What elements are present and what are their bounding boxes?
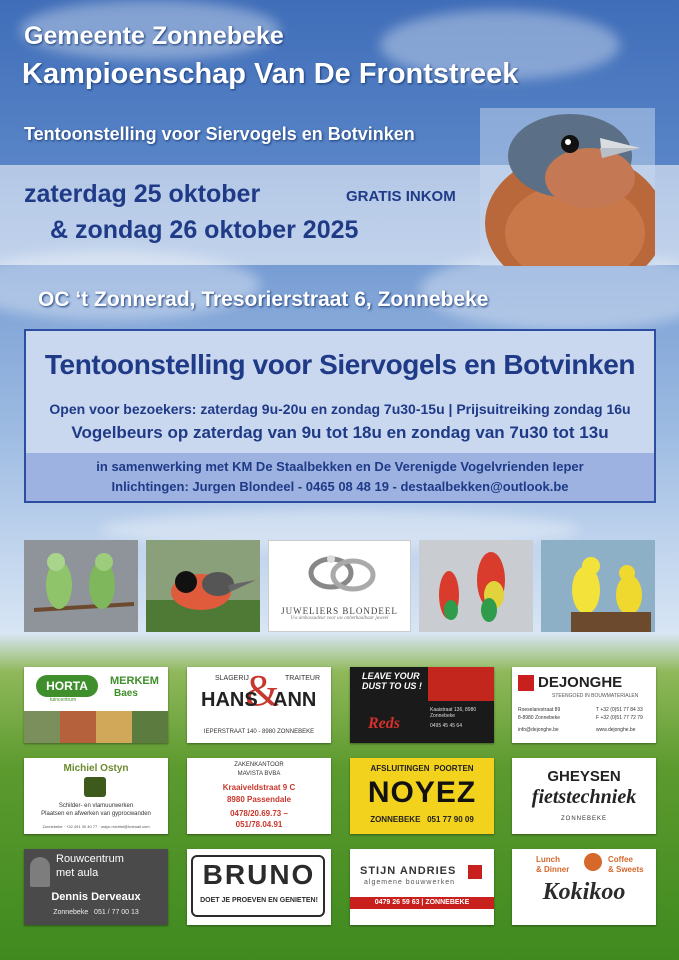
- ostyn-line1: Schilder- en vlamuurwerken: [58, 803, 134, 809]
- reds-slogan: LEAVE YOUR DUST TO US !: [362, 671, 422, 691]
- dejonghe-address2: 8-8980 Zonnebeke: [518, 715, 560, 721]
- paint-roller-icon: [84, 777, 106, 797]
- noyez-top: AFSLUITINGEN POORTEN: [370, 764, 474, 773]
- mavista-l6: 051/78.04.91: [235, 820, 283, 829]
- canary-icon: [541, 540, 655, 632]
- bullfinch-icon: [146, 540, 260, 632]
- kokikoo-l3: Coffee: [608, 855, 633, 864]
- photo-bullfinch: [146, 540, 260, 632]
- dejonghe-name: DEJONGHE: [538, 674, 623, 691]
- dejonghe-sub: STEENGOED IN BOUWMATERIALEN: [552, 693, 639, 699]
- opening-hours: Open voor bezoekers: zaterdag 9u-20u en zondag 7u30-15u | Prijsuitreiking zondag 16u: [49, 401, 631, 417]
- horta-photos: [24, 711, 168, 743]
- hansann-right: TRAITEUR: [285, 675, 320, 682]
- sponsor-hans-ann: [187, 667, 331, 743]
- mavista-l1: ZAKENKANTOOR: [234, 762, 284, 768]
- ostyn-name: Michiel Ostyn: [63, 763, 129, 774]
- sponsor-ostyn: [24, 758, 168, 834]
- photo-rosellas: [419, 540, 533, 632]
- bruno-name: BRUNO: [202, 859, 316, 890]
- andries-footer: 0479 26 59 63 | ZONNEBEKE: [350, 897, 494, 909]
- jeweler-ad: [268, 540, 411, 632]
- sponsor-horta: [24, 667, 168, 743]
- mavista-l4: 8980 Passendale: [226, 795, 292, 804]
- gheysen-place: ZONNEBEKE: [560, 816, 607, 822]
- mavista-l2: MAVISTA BVBA: [237, 771, 281, 777]
- sponsor-andries: [350, 849, 494, 925]
- dejonghe-address1: Roeselarestraat 89: [518, 707, 561, 713]
- tree-icon: [30, 857, 50, 887]
- kokikoo-l4: & Sweets: [608, 865, 644, 874]
- municipality-title: Gemeente Zonnebeke: [24, 22, 284, 50]
- derveaux-l1: Rouwcentrum: [56, 853, 124, 865]
- horta-name1: MERKEM: [110, 675, 159, 687]
- location-line: OC ‘t Zonnerad, Tresorierstraat 6, Zonnebeke: [38, 288, 489, 311]
- reds-address: Kaaistraat 136, 8980 Zonnebeke: [430, 707, 477, 719]
- bruno-slogan: DOET JE PROEVEN EN GENIETEN!: [200, 897, 318, 904]
- photo-canaries: [541, 540, 655, 632]
- chaffinch-illustration: [480, 108, 655, 266]
- kokikoo-flower-icon: [584, 853, 602, 871]
- dejonghe-fax: F +32 (0)51 77 72 79: [596, 715, 643, 721]
- sponsor-kokikoo: [512, 849, 656, 925]
- noyez-name: NOYEZ: [367, 776, 477, 809]
- date-sunday: & zondag 26 oktober 2025: [50, 216, 359, 244]
- jeweler-tagline: Uw ambassadeur voor uw onherhaalbaar juweel: [290, 616, 389, 621]
- info-title: Tentoonstelling voor Siervogels en Botvinken: [44, 349, 636, 380]
- hansann-name-b: ANN: [273, 689, 317, 711]
- cooperation-line: in samenwerking met KM De Staalbekken en De Verenigde Vogelvrienden Ieper: [96, 459, 584, 474]
- horta-name2: Baes: [114, 688, 138, 699]
- kokikoo-l1: Lunch: [536, 855, 560, 864]
- rosella-icon: [419, 540, 533, 632]
- reds-phone: 0495 45 45 64: [430, 723, 462, 729]
- photo-parakeets: [24, 540, 138, 632]
- sponsor-dejonghe: [512, 667, 656, 743]
- championship-title: Kampioenschap Van De Frontstreek: [22, 58, 519, 90]
- gheysen-name1: GHEYSEN: [547, 768, 621, 785]
- derveaux-l2: met aula: [56, 867, 99, 879]
- mavista-l5: 0478/20.69.73 –: [230, 809, 288, 818]
- dejonghe-email: info@dejonghe.be: [518, 727, 559, 733]
- info-box: [24, 329, 656, 503]
- date-saturday: zaterdag 25 oktober: [24, 180, 261, 208]
- dejonghe-tel: T +32 (0)51 77 84 33: [596, 707, 643, 713]
- sponsor-gheysen: [512, 758, 656, 834]
- hansann-left: SLAGERIJ: [215, 675, 249, 682]
- dejonghe-logo-icon: [518, 675, 534, 691]
- andries-logo-icon: [468, 865, 482, 879]
- bird-market-hours: Vogelbeurs op zaterdag van 9u tot 18u en zondag van 7u30 tot 13u: [71, 423, 609, 442]
- noyez-bottom: ZONNEBEKE 051 77 90 09: [370, 815, 474, 824]
- dejonghe-web: www.dejonghe.be: [596, 727, 636, 733]
- hansann-address: IEPERSTRAAT 140 - 8980 ZONNEBEKE: [203, 729, 315, 735]
- sponsor-derveaux: [24, 849, 168, 925]
- reds-logo: Reds: [368, 715, 400, 732]
- horta-brand: HORTA: [46, 679, 88, 693]
- ostyn-footer: Zonnebeke · +32 491 30 40 77 · ostyn.michiel@hotmail.com: [42, 824, 150, 829]
- free-entry-label: GRATIS INKOM: [346, 188, 456, 205]
- sponsor-bruno: [187, 849, 331, 925]
- mavista-l3: Kraaiveldstraat 9 C: [222, 783, 296, 792]
- sponsor-reds: [350, 667, 494, 743]
- hansann-name-a: HANS: [201, 689, 258, 711]
- horta-logo: [36, 675, 98, 697]
- contact-line: Inlichtingen: Jurgen Blondeel - 0465 08 48 19 - destaalbekken@outlook.be: [111, 479, 569, 494]
- horta-sub: tuincentrum: [50, 697, 77, 703]
- gheysen-name2: fietstechniek: [531, 786, 637, 808]
- sponsor-mavista: [187, 758, 331, 834]
- kokikoo-l2: & Dinner: [536, 865, 570, 874]
- exhibition-subtitle: Tentoonstelling voor Siervogels en Botvinken: [24, 124, 415, 144]
- derveaux-name: Dennis Derveaux: [51, 891, 141, 903]
- reds-red-panel: [428, 667, 494, 701]
- parakeet-icon: [24, 540, 138, 632]
- ostyn-line2: Plaatsen en afwerken van gyprocwanden: [41, 811, 151, 817]
- rings-icon: [269, 541, 411, 601]
- andries-name: STIJN ANDRIES: [360, 865, 457, 877]
- hansann-ampersand: &: [245, 667, 280, 715]
- andries-sub: algemene bouwwerken: [364, 879, 455, 886]
- derveaux-footer: Zonnebeke 051 / 77 00 13: [53, 909, 139, 916]
- jeweler-name: JUWELIERS BLONDEEL: [281, 606, 398, 616]
- kokikoo-name: Kokikoo: [542, 879, 626, 905]
- sponsor-noyez: [350, 758, 494, 834]
